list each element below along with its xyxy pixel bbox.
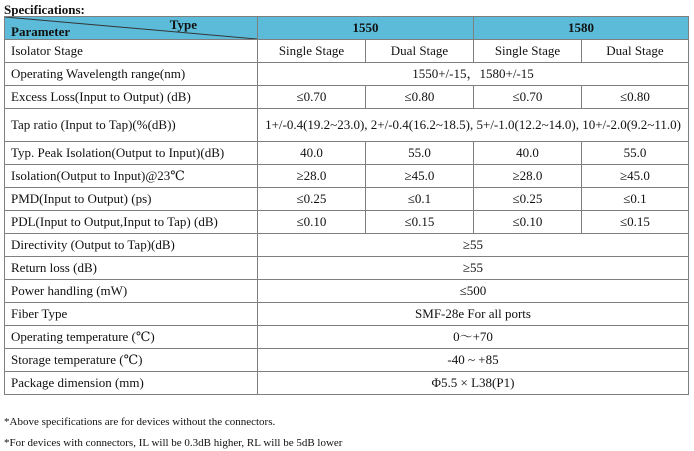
value-cell-merged: ≥55 [258,257,689,280]
value-cell: ≤0.15 [582,211,689,234]
parameter-cell: Package dimension (mm) [5,372,258,395]
value-cell: ≤0.80 [582,86,689,109]
table-row [5,326,689,349]
value-cell: ≤0.15 [366,211,474,234]
value-cell-merged: SMF-28e For all ports [258,303,689,326]
value-cell: ≥28.0 [258,165,366,188]
value-cell-merged: ≤500 [258,280,689,303]
value-cell: Single Stage [474,40,582,63]
value-cell: ≥28.0 [474,165,582,188]
parameter-cell: PDL(Input to Output,Input to Tap) (dB) [5,211,258,234]
table-row [5,234,689,257]
value-cell: ≤0.25 [474,188,582,211]
type-header-label: Type [169,17,197,32]
table-row [5,40,689,63]
parameter-cell: Tap ratio (Input to Tap)(%(dB)) [5,109,258,142]
table-row [5,86,689,109]
value-cell-merged: -40 ~ +85 [258,349,689,372]
value-cell: ≤0.1 [366,188,474,211]
value-cell: ≤0.1 [582,188,689,211]
value-cell: ≤0.80 [366,86,474,109]
column-header-1580: 1580 [474,17,689,40]
type-parameter-header-cell [5,17,258,40]
value-cell: 40.0 [258,142,366,165]
value-cell: 40.0 [474,142,582,165]
footnote-connectors: *Above specifications are for devices without the connectors. [4,416,276,428]
table-row [5,188,689,211]
table-row [5,372,689,395]
value-cell-merged: 1+/-0.4(19.2~23.0), 2+/-0.4(16.2~18.5), 5+/-1.0(12.2~14.0), 10+/-2.0(9.2~11.0) [258,109,689,142]
table-row [5,63,689,86]
specifications-table [4,16,689,395]
value-cell: ≤0.25 [258,188,366,211]
parameter-cell: PMD(Input to Output) (ps) [5,188,258,211]
value-cell: Single Stage [258,40,366,63]
value-cell: 55.0 [582,142,689,165]
parameter-cell: Directivity (Output to Tap)(dB) [5,234,258,257]
table-row [5,211,689,234]
value-cell: Dual Stage [366,40,474,63]
value-cell: ≤0.10 [474,211,582,234]
parameter-cell: Isolator Stage [5,40,258,63]
value-cell: ≤0.70 [258,86,366,109]
table-row [5,257,689,280]
footnote-il-rl: *For devices with connectors, IL will be 0.3dB higher, RL will be 5dB lower [4,437,343,449]
section-title: Specifications: [4,2,85,17]
value-cell-merged: 0～+70 [258,326,689,349]
parameter-cell: Excess Loss(Input to Output) (dB) [5,86,258,109]
value-cell: Dual Stage [582,40,689,63]
value-cell: ≥45.0 [582,165,689,188]
parameter-cell: Operating temperature (℃) [5,326,258,349]
table-row [5,142,689,165]
value-cell-merged: Φ5.5 × L38(P1) [258,372,689,395]
value-cell: ≥45.0 [366,165,474,188]
parameter-cell: Operating Wavelength range(nm) [5,63,258,86]
parameter-cell: Isolation(Output to Input)@23℃ [5,165,258,188]
table-row [5,109,689,142]
parameter-cell: Return loss (dB) [5,257,258,280]
value-cell: ≤0.70 [474,86,582,109]
value-cell: ≤0.10 [258,211,366,234]
table-header-row [5,17,689,40]
parameter-cell: Typ. Peak Isolation(Output to Input)(dB) [5,142,258,165]
value-cell-merged: 1550+/-15，1580+/-15 [258,63,689,86]
parameter-cell: Fiber Type [5,303,258,326]
parameter-header-label: Parameter [11,24,71,39]
parameter-cell: Storage temperature (℃) [5,349,258,372]
table-row [5,349,689,372]
parameter-cell: Power handling (mW) [5,280,258,303]
column-header-1550: 1550 [258,17,474,40]
table-row [5,165,689,188]
value-cell: 55.0 [366,142,474,165]
value-cell-merged: ≥55 [258,234,689,257]
table-row [5,303,689,326]
table-row [5,280,689,303]
